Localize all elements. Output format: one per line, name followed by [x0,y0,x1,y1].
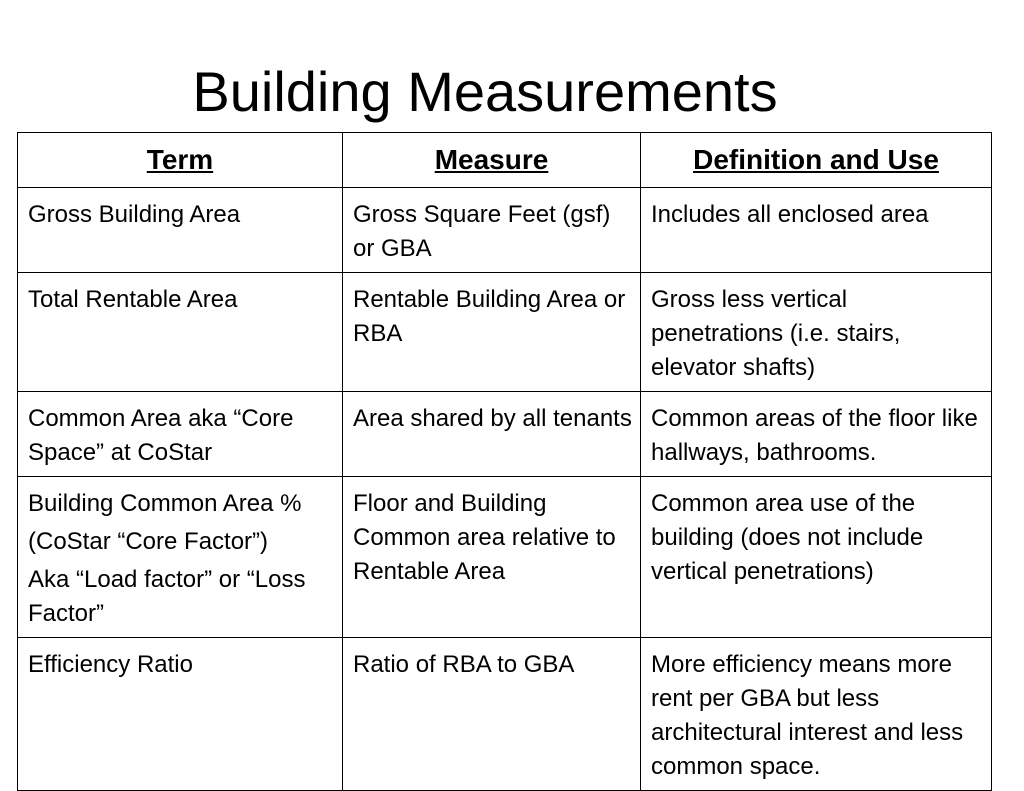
header-row [18,133,992,188]
term-cell: Gross Building Area [18,188,343,273]
header-definition: Definition and Use [641,133,992,188]
definition-cell: Common areas of the floor like hallways, bathrooms. [641,392,992,477]
term-line: (CoStar “Core Factor”) [28,528,269,555]
term-line: Building Common Area % [28,490,302,517]
measure-cell: Rentable Building Area or RBA [343,273,641,392]
measurements-table [17,132,992,791]
table-row [18,477,992,638]
measure-cell: Gross Square Feet (gsf) or GBA [343,188,641,273]
definition-cell: More efficiency means more rent per GBA but less architectural interest and less common space. [641,638,992,791]
measure-cell: Ratio of RBA to GBA [343,638,641,791]
table-row [18,392,992,477]
term-cell: Common Area aka “Core Space” at CoStar [18,392,343,477]
header-measure: Measure [343,133,641,188]
measure-cell: Area shared by all tenants [343,392,641,477]
definition-cell: Includes all enclosed area [641,188,992,273]
definition-cell: Gross less vertical penetrations (i.e. stairs, elevator shafts) [641,273,992,392]
slide-title: Building Measurements [192,60,778,123]
term-cell [18,477,343,638]
term-cell: Efficiency Ratio [18,638,343,791]
header-term: Term [18,133,343,188]
term-cell: Total Rentable Area [18,273,343,392]
term-line: Aka “Load factor” or “Loss Factor” [28,566,306,627]
table-row [18,188,992,273]
measure-cell: Floor and Building Common area relative to Rentable Area [343,477,641,638]
table-row [18,273,992,392]
definition-cell: Common area use of the building (does not include vertical penetrations) [641,477,992,638]
